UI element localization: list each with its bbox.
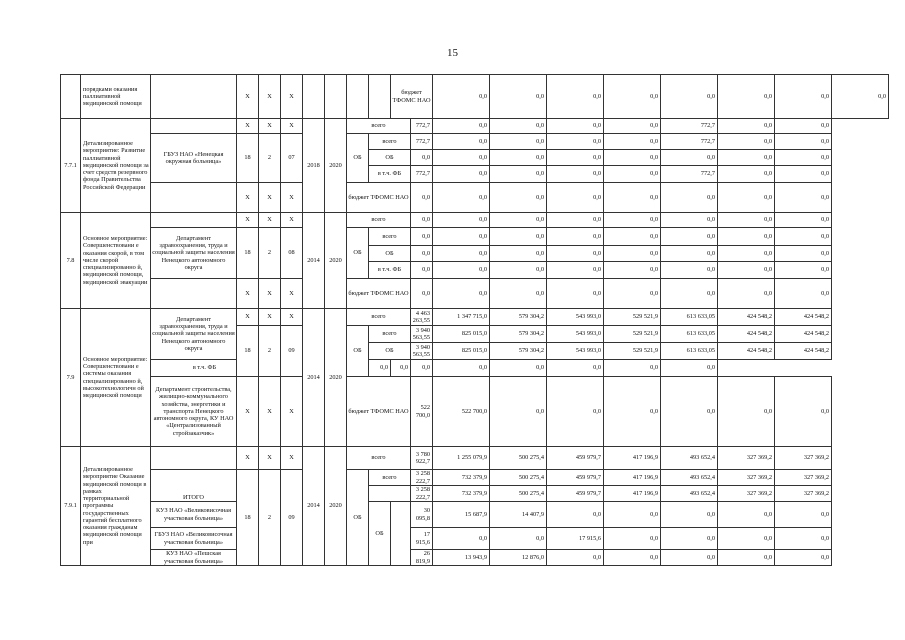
value-cell: 0,0: [775, 213, 832, 228]
value-cell: 0,0: [490, 262, 547, 279]
value-cell: 0,0: [547, 166, 604, 183]
code-cell: Х: [281, 447, 303, 470]
value-cell: 0,0: [604, 150, 661, 166]
value-cell: 0,0: [775, 134, 832, 150]
code-cell: 08: [281, 228, 303, 279]
executor-cell: КУЗ НАО «Великовисочная участковая больница»: [151, 502, 237, 528]
value-cell: 0,0: [661, 360, 718, 377]
value-cell: 543 993,0: [547, 343, 604, 360]
value-cell: 543 993,0: [547, 326, 604, 343]
executor-cell: КУЗ НАО «Пешская участковая больница»: [151, 550, 237, 566]
code-cell: 2: [259, 326, 281, 377]
value-cell: 0,0: [661, 150, 718, 166]
table-row: [61, 279, 889, 309]
value-cell: 732 379,9: [433, 486, 490, 502]
code-cell: Х: [281, 213, 303, 228]
table-row: [61, 528, 889, 550]
code-cell: Х: [237, 213, 259, 228]
source-label: в т.ч. ФБ: [369, 262, 411, 279]
value-cell: 0,0: [718, 134, 775, 150]
value-cell: 0,0: [411, 246, 433, 262]
value-cell: 0,0: [433, 75, 490, 119]
code-cell: Х: [259, 119, 281, 134]
value-cell: 0,0: [433, 360, 490, 377]
value-cell: 772,7: [661, 166, 718, 183]
value-cell: 500 275,4: [490, 470, 547, 486]
value-cell: 529 521,9: [604, 326, 661, 343]
value-cell: 0,0: [547, 228, 604, 246]
year-start: 2014: [303, 447, 325, 566]
table-row: [61, 377, 889, 447]
value-cell: 0,0: [490, 360, 547, 377]
source-label: бюджет ТФОМС НАО: [347, 183, 411, 213]
value-cell: 579 304,2: [490, 343, 547, 360]
value-cell: 0,0: [775, 279, 832, 309]
table-row: [61, 309, 889, 326]
empty-cell: [369, 75, 391, 119]
value-cell: 0,0: [661, 183, 718, 213]
source-label: ОБ: [369, 150, 411, 166]
value-cell: 0,0: [604, 360, 661, 377]
code-cell: Х: [259, 279, 281, 309]
value-cell: 0,0: [433, 528, 490, 550]
value-cell: 825 015,0: [433, 326, 490, 343]
value-cell: 424 548,2: [775, 343, 832, 360]
value-cell: 0,0: [490, 134, 547, 150]
source-label: всего: [347, 213, 411, 228]
value-cell: 732 379,9: [433, 470, 490, 486]
executor-cell: Департамент строительства, жилищно-коммунального хозяйства, энергетики и транспорта Ненецкого автономного округа, КУ НАО «Централизованный стройзаказчик»: [151, 377, 237, 447]
value-cell: 0,0: [718, 119, 775, 134]
code-cell: 18: [237, 326, 259, 377]
source-label: ОБ: [369, 502, 391, 566]
table-row: [61, 75, 889, 119]
table-row: [61, 228, 889, 246]
value-cell: 0,0: [547, 183, 604, 213]
code-cell: Х: [259, 213, 281, 228]
value-cell: 0,0: [661, 213, 718, 228]
measure-desc: Детализированное мероприятие: Развитие паллиативной медицинской помощи за счет средств резервного фонда Правительства Российской Федерации: [81, 119, 151, 213]
value-cell: 0,0: [775, 502, 832, 528]
value-cell: 0,0: [775, 75, 832, 119]
value-cell: 0,0: [490, 377, 547, 447]
value-cell: 529 521,9: [604, 343, 661, 360]
executor-cell: [151, 213, 237, 228]
value-cell: 424 548,2: [775, 309, 832, 326]
num-cell: 7.9: [61, 309, 81, 447]
code-cell: Х: [281, 377, 303, 447]
value-cell: 0,0: [661, 75, 718, 119]
value-cell: 0,0: [411, 360, 433, 377]
value-cell: 0,0: [775, 262, 832, 279]
code-cell: Х: [237, 279, 259, 309]
empty-cell: [347, 75, 369, 119]
value-cell: 327 369,2: [718, 470, 775, 486]
source-label: всего: [369, 326, 411, 343]
code-cell: Х: [237, 119, 259, 134]
value-cell: 424 548,2: [775, 326, 832, 343]
value-cell: 0,0: [661, 228, 718, 246]
empty-cell: [325, 75, 347, 119]
value-cell: 0,0: [604, 279, 661, 309]
value-cell: 0,0: [369, 360, 391, 377]
value-cell: 0,0: [547, 75, 604, 119]
value-cell: 3 258 222,7: [411, 470, 433, 486]
value-cell: 0,0: [547, 502, 604, 528]
value-cell: 613 633,05: [661, 309, 718, 326]
value-cell: 0,0: [718, 183, 775, 213]
value-cell: 0,0: [604, 246, 661, 262]
value-cell: 0,0: [433, 262, 490, 279]
value-cell: 0,0: [604, 134, 661, 150]
value-cell: 26 819,9: [411, 550, 433, 566]
value-cell: 327 369,2: [718, 486, 775, 502]
source-label: бюджет ТФОМС НАО: [391, 75, 433, 119]
code-cell: 2: [259, 470, 281, 566]
value-cell: 0,0: [391, 360, 411, 377]
value-cell: 417 196,9: [604, 447, 661, 470]
value-cell: 0,0: [718, 166, 775, 183]
value-cell: 0,0: [775, 528, 832, 550]
value-cell: 0,0: [490, 150, 547, 166]
empty-cell: [369, 486, 411, 502]
table-row: [61, 502, 889, 528]
executor-cell: [151, 119, 237, 134]
value-cell: 825 015,0: [433, 343, 490, 360]
value-cell: 424 548,2: [718, 326, 775, 343]
value-cell: 0,0: [490, 246, 547, 262]
value-cell: 0,0: [775, 246, 832, 262]
value-cell: 0,0: [718, 550, 775, 566]
value-cell: 522 700,0: [433, 377, 490, 447]
code-cell: 09: [281, 326, 303, 377]
source-label: в т.ч. ФБ: [151, 360, 259, 377]
value-cell: 579 304,2: [490, 326, 547, 343]
source-label: всего: [369, 470, 411, 486]
value-cell: 0,0: [718, 377, 775, 447]
value-cell: 3 258 222,7: [411, 486, 433, 502]
executor-cell: [151, 75, 237, 119]
value-cell: 0,0: [547, 377, 604, 447]
table-row: [61, 550, 889, 566]
value-cell: 0,0: [718, 150, 775, 166]
budget-table: [60, 74, 889, 566]
value-cell: 1 347 715,0: [433, 309, 490, 326]
value-cell: 459 979,7: [547, 486, 604, 502]
year-end: 2020: [325, 309, 347, 447]
value-cell: 0,0: [661, 528, 718, 550]
code-cell: 18: [237, 228, 259, 279]
value-cell: 772,7: [411, 166, 433, 183]
value-cell: 500 275,4: [490, 486, 547, 502]
source-label: всего: [347, 119, 411, 134]
table-row: [61, 119, 889, 134]
empty-cell: [303, 75, 325, 119]
value-cell: 0,0: [604, 213, 661, 228]
value-cell: 493 652,4: [661, 470, 718, 486]
code-cell: Х: [281, 309, 303, 326]
source-label: бюджет ТФОМС НАО: [347, 279, 411, 309]
num-cell: 7.9.1: [61, 447, 81, 566]
value-cell: 529 521,9: [604, 309, 661, 326]
value-cell: 0,0: [604, 228, 661, 246]
value-cell: 417 196,9: [604, 486, 661, 502]
value-cell: 327 369,2: [775, 486, 832, 502]
measure-desc: Основное мероприятие: Совершенствовани е системы оказания специализированно й, высокотехнологичн ой медицинской помощи: [81, 309, 151, 447]
executor-cell: [151, 183, 237, 213]
value-cell: 0,0: [775, 150, 832, 166]
value-cell: 0,0: [718, 213, 775, 228]
value-cell: 0,0: [490, 75, 547, 119]
value-cell: 0,0: [718, 528, 775, 550]
value-cell: 0,0: [661, 377, 718, 447]
value-cell: 417 196,9: [604, 470, 661, 486]
source-label: всего: [347, 447, 411, 470]
value-cell: 0,0: [718, 75, 775, 119]
value-cell: 0,0: [661, 279, 718, 309]
code-cell: 07: [281, 134, 303, 183]
value-cell: 772,7: [411, 119, 433, 134]
value-cell: 579 304,2: [490, 309, 547, 326]
value-cell: 0,0: [775, 166, 832, 183]
table-row: [61, 470, 889, 486]
source-label: ОБ: [369, 246, 411, 262]
table-row: [61, 360, 889, 377]
value-cell: 17 915,6: [547, 528, 604, 550]
year-end: 2020: [325, 447, 347, 566]
value-cell: 0,0: [490, 166, 547, 183]
source-label: ОБ: [347, 134, 369, 183]
value-cell: 0,0: [604, 550, 661, 566]
source-label: ОБ: [347, 228, 369, 279]
value-cell: 0,0: [547, 550, 604, 566]
value-cell: 0,0: [547, 279, 604, 309]
value-cell: 327 369,2: [718, 447, 775, 470]
value-cell: 0,0: [490, 279, 547, 309]
table-row: [61, 447, 889, 470]
value-cell: 0,0: [411, 228, 433, 246]
code-cell: Х: [259, 447, 281, 470]
page-number: 15: [447, 47, 458, 59]
value-cell: 327 369,2: [775, 447, 832, 470]
table-row: [61, 183, 889, 213]
value-cell: 772,7: [411, 134, 433, 150]
value-cell: 0,0: [547, 262, 604, 279]
value-cell: 14 407,9: [490, 502, 547, 528]
value-cell: 0,0: [775, 119, 832, 134]
value-cell: 0,0: [661, 246, 718, 262]
value-cell: 0,0: [411, 213, 433, 228]
value-cell: 0,0: [433, 228, 490, 246]
value-cell: 0,0: [547, 246, 604, 262]
measure-desc: Детализированное мероприятие Оказание медицинской помощи в рамках территориальной программы государственных гарантий бесплатного оказания гражданам медицинской помощи при: [81, 447, 151, 566]
value-cell: 0,0: [433, 150, 490, 166]
empty-cell: [391, 502, 411, 566]
value-cell: 0,0: [411, 183, 433, 213]
code-cell: 2: [259, 134, 281, 183]
value-cell: 459 979,7: [547, 470, 604, 486]
source-label: бюджет ТФОМС НАО: [347, 377, 411, 447]
value-cell: 0,0: [411, 262, 433, 279]
value-cell: 4 463 263,55: [411, 309, 433, 326]
value-cell: 0,0: [490, 528, 547, 550]
value-cell: 0,0: [547, 134, 604, 150]
value-cell: 0,0: [775, 550, 832, 566]
value-cell: 1 255 079,9: [433, 447, 490, 470]
value-cell: 3 940 563,55: [411, 326, 433, 343]
value-cell: 0,0: [433, 279, 490, 309]
value-cell: 3 940 563,55: [411, 343, 433, 360]
value-cell: 0,0: [433, 166, 490, 183]
code-cell: Х: [259, 183, 281, 213]
value-cell: 0,0: [775, 377, 832, 447]
value-cell: 0,0: [832, 75, 889, 119]
value-cell: 17 915,6: [411, 528, 433, 550]
value-cell: 0,0: [490, 183, 547, 213]
value-cell: 0,0: [433, 119, 490, 134]
measure-desc: Основное мероприятие: Совершенствовани е оказания скорой, в том числе скорой специализированно й, медицинской помощи, медицинской эвакуации: [81, 213, 151, 309]
value-cell: 3 780 922,7: [411, 447, 433, 470]
code-cell: 18: [237, 134, 259, 183]
value-cell: 772,7: [661, 119, 718, 134]
value-cell: 15 687,9: [433, 502, 490, 528]
code-cell: Х: [259, 377, 281, 447]
code-cell: Х: [237, 309, 259, 326]
value-cell: 12 876,0: [490, 550, 547, 566]
value-cell: 500 275,4: [490, 447, 547, 470]
value-cell: 0,0: [411, 279, 433, 309]
year-end: 2020: [325, 119, 347, 213]
year-start: 2014: [303, 309, 325, 447]
executor-cell: ГБУЗ НАО «Ненецкая окружная больница»: [151, 134, 237, 183]
value-cell: 0,0: [433, 213, 490, 228]
source-label: всего: [347, 309, 411, 326]
value-cell: 0,0: [604, 119, 661, 134]
code-cell: Х: [281, 279, 303, 309]
value-cell: 424 548,2: [718, 309, 775, 326]
executor-cell: [151, 279, 237, 309]
executor-cell: Департамент здравоохранения, труда и социальной защиты населения Ненецкого автономного округа: [151, 228, 237, 279]
executor-cell: Департамент здравоохранения, труда и социальной защиты населения Ненецкого автономного округа: [151, 309, 237, 360]
num-cell: [61, 75, 81, 119]
year-start: 2014: [303, 213, 325, 309]
executor-cell: ИТОГО: [151, 470, 237, 502]
value-cell: 0,0: [604, 377, 661, 447]
year-end: 2020: [325, 213, 347, 309]
value-cell: 0,0: [775, 183, 832, 213]
value-cell: 0,0: [718, 228, 775, 246]
source-label: всего: [369, 228, 411, 246]
code-cell: Х: [281, 183, 303, 213]
value-cell: 0,0: [411, 150, 433, 166]
value-cell: 0,0: [547, 150, 604, 166]
measure-desc: порядками оказания паллиативной медицинской помощи: [81, 75, 151, 119]
value-cell: 0,0: [604, 166, 661, 183]
value-cell: 0,0: [775, 228, 832, 246]
value-cell: 0,0: [661, 262, 718, 279]
value-cell: 0,0: [547, 119, 604, 134]
value-cell: 0,0: [661, 502, 718, 528]
value-cell: 613 633,05: [661, 326, 718, 343]
code-cell: Х: [237, 183, 259, 213]
value-cell: 0,0: [490, 119, 547, 134]
source-label: ОБ: [347, 326, 369, 377]
value-cell: 0,0: [718, 502, 775, 528]
value-cell: 0,0: [604, 528, 661, 550]
code-cell: 09: [281, 470, 303, 566]
source-label: ОБ: [369, 343, 411, 360]
code-cell: Х: [281, 119, 303, 134]
value-cell: 0,0: [433, 134, 490, 150]
value-cell: 0,0: [604, 75, 661, 119]
source-label: всего: [369, 134, 411, 150]
value-cell: 0,0: [718, 262, 775, 279]
value-cell: 0,0: [433, 246, 490, 262]
value-cell: 493 652,4: [661, 447, 718, 470]
code-cell: Х: [259, 75, 281, 119]
value-cell: 0,0: [718, 246, 775, 262]
value-cell: 613 633,05: [661, 343, 718, 360]
value-cell: 0,0: [433, 183, 490, 213]
value-cell: 522 700,0: [411, 377, 433, 447]
value-cell: 772,7: [661, 134, 718, 150]
executor-cell: [151, 447, 237, 470]
value-cell: 0,0: [490, 228, 547, 246]
value-cell: 327 369,2: [775, 470, 832, 486]
value-cell: 0,0: [604, 502, 661, 528]
code-cell: Х: [237, 75, 259, 119]
value-cell: 459 979,7: [547, 447, 604, 470]
num-cell: 7.7.1: [61, 119, 81, 213]
num-cell: 7.8: [61, 213, 81, 309]
code-cell: Х: [237, 447, 259, 470]
value-cell: 0,0: [604, 262, 661, 279]
value-cell: 0,0: [490, 213, 547, 228]
value-cell: 0,0: [718, 279, 775, 309]
year-start: 2018: [303, 119, 325, 213]
value-cell: 13 943,9: [433, 550, 490, 566]
code-cell: Х: [281, 75, 303, 119]
code-cell: Х: [259, 309, 281, 326]
value-cell: 493 652,4: [661, 486, 718, 502]
value-cell: 0,0: [547, 360, 604, 377]
value-cell: 30 095,8: [411, 502, 433, 528]
value-cell: 0,0: [661, 550, 718, 566]
table-row: [61, 134, 889, 150]
code-cell: 18: [237, 470, 259, 566]
source-label: ОБ: [347, 470, 369, 566]
code-cell: Х: [237, 377, 259, 447]
value-cell: 0,0: [604, 183, 661, 213]
executor-cell: ГБУЗ НАО «Великовисочная участковая больница»: [151, 528, 237, 550]
code-cell: 2: [259, 228, 281, 279]
value-cell: 543 993,0: [547, 309, 604, 326]
table-row: [61, 213, 889, 228]
source-label: в т.ч. ФБ: [369, 166, 411, 183]
budget-table-sheet: [60, 74, 887, 574]
value-cell: 0,0: [547, 213, 604, 228]
value-cell: 424 548,2: [718, 343, 775, 360]
